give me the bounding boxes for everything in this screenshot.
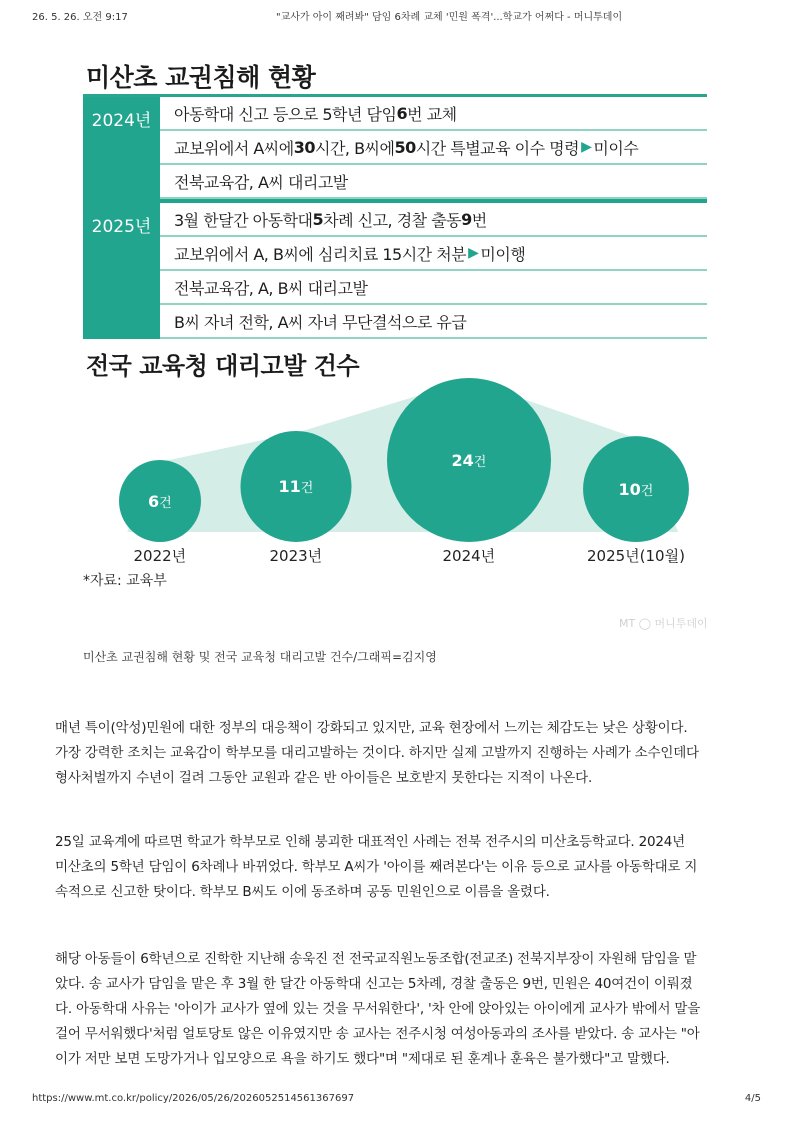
category-label: 2024년: [442, 547, 496, 565]
arrow-right-icon: ▶: [581, 139, 592, 155]
print-date: 26. 5. 26. 오전 9:17: [32, 12, 128, 23]
status-table: [83, 94, 707, 339]
bubble-value-label: 6건: [148, 491, 172, 511]
year-block-2025: [83, 203, 707, 339]
year-block-2024: [83, 97, 707, 199]
article-paragraph: 해당 아동들이 6학년으로 진학한 지난해 송욱진 전 전국교직원노동조합(전교조) 전북지부장이 자원해 담임을 맡 았다. 송 교사가 담임을 맡은 후 3월 한 달간 아동학대 신고는 5차례, 경찰 출동은 9번, 민원은 40여건이 이뤄졌 다. 아동학대 사유는 '아이가 교사가 옆에 있는 것을 무서워한다', '차 안에 앉아있는 아이에게 교사가 밖에서 말을 걸어 무서워했다'처럼 얼토당토 않은 이유였지만 송 교사는 전주시청 여성아동과의 조사를 받았다. 송 교사는 "아 이가 저만 보면 도망가거나 입모양으로 욕을 하기도 했다"며 "제대로 된 훈계나 훈육은 불가했다"고 말했다.: [55, 951, 701, 1067]
bubble-chart: [83, 350, 713, 565]
table-row: 교보위에서 A씨에 30 시간, B씨에 50 시간 특별교육 이수 명령 ▶ 미이수: [160, 131, 707, 165]
print-header: [32, 8, 761, 24]
category-label: 2022년: [133, 547, 187, 565]
image-caption: 미산초 교권침해 현황 및 전국 교육청 대리고발 건수/그래픽=김지영: [83, 650, 437, 664]
bubble-chart-svg: [83, 350, 713, 560]
bubble-value-label: 11건: [278, 476, 314, 496]
table-row: 전북교육감, A, B씨 대리고발: [160, 271, 707, 305]
year-label-2024: 2024년: [83, 97, 160, 199]
print-footer: [32, 1093, 761, 1109]
article-paragraph: 25일 교육계에 따르면 학교가 학부모로 인해 붕괴한 대표적인 사례는 전북 전주시의 미산초등학교다. 2024년 미산초의 5학년 담임이 6차례나 바뀌었다. 학부모 A씨가 '아이를 째려본다'는 이유 등으로 교사를 아동학대로 지 속적으로 신고한 탓이다. 학부모 B씨도 이에 동조하며 공동 민원인으로 이름을 올렸다.: [55, 834, 698, 900]
table-row: 아동학대 신고 등으로 5학년 담임 6 번 교체: [160, 97, 707, 131]
watermark-logo: MT ◯ 머니투데이: [619, 617, 708, 630]
bubble-value-label: 24건: [451, 450, 487, 470]
source-note: *자료: 교육부: [83, 573, 167, 589]
print-title: "교사가 아이 째려봐" 담임 6차례 교체 '민원 폭격'...학교가 어쩌다 - 머니투데이: [276, 12, 623, 23]
chart-title: 전국 교육청 대리고발 건수: [86, 352, 360, 380]
infographic-title: 미산초 교권침해 현황: [86, 63, 316, 92]
year-label-2025: 2025년: [83, 203, 160, 339]
table-row: B씨 자녀 전학, A씨 자녀 무단결석으로 유급: [160, 305, 707, 339]
infographic: [83, 50, 713, 640]
category-label: 2025년(10월): [587, 547, 685, 565]
bubble-value-label: 10건: [618, 479, 654, 499]
print-url: https://www.mt.co.kr/policy/2026/05/26/2026052514561367697: [32, 1093, 355, 1104]
table-row: 교보위에서 A, B씨에 심리치료 15시간 처분 ▶ 미이행: [160, 237, 707, 271]
arrow-right-icon: ▶: [468, 245, 479, 261]
article-paragraph: 매년 특이(악성)민원에 대한 정부의 대응책이 강화되고 있지만, 교육 현장에서 느끼는 체감도는 낮은 상황이다. 가장 강력한 조치는 교육감이 학부모를 대리고발하는 것이다. 하지만 실제 고발까지 진행하는 사례가 소수인데다 형사처벌까지 수년이 걸려 그동안 교원과 같은 반 아이들은 보호받지 못한다는 지적이 나온다.: [55, 720, 699, 786]
table-row: 전북교육감, A씨 대리고발: [160, 165, 707, 199]
category-label: 2023년: [269, 547, 323, 565]
page-number: 4/5: [744, 1093, 761, 1104]
table-row: 3월 한달간 아동학대 5 차례 신고, 경찰 출동 9 번: [160, 203, 707, 237]
